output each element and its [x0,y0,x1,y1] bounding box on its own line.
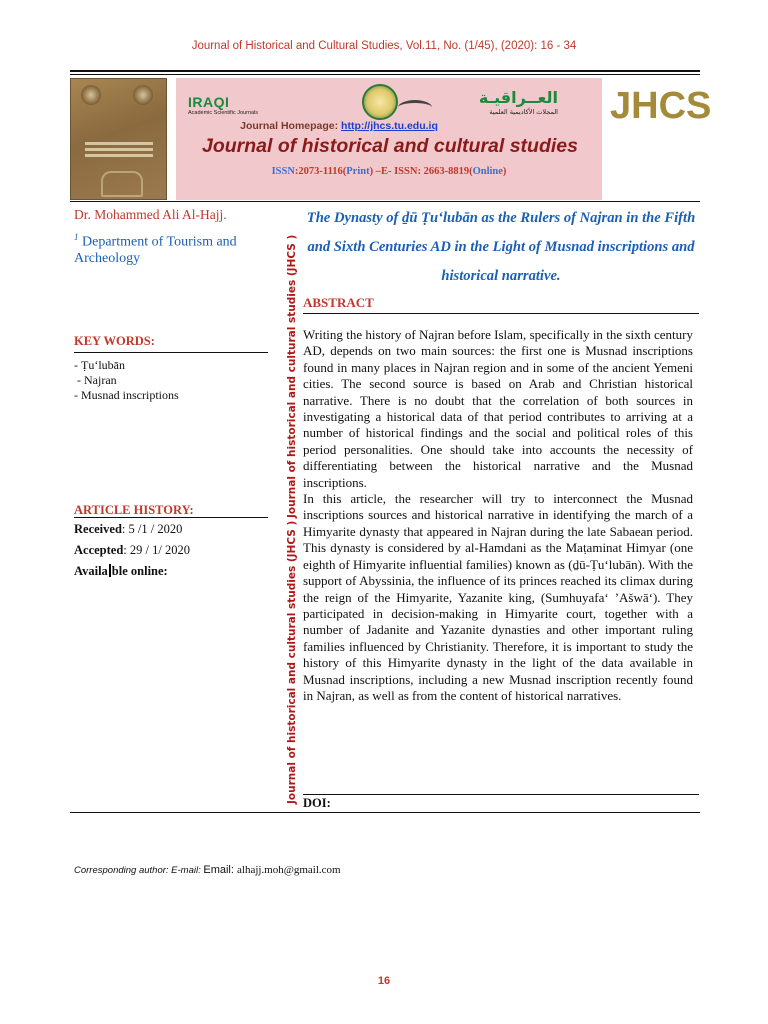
corr-label: Corresponding author: E-mail: [74,865,204,876]
doi-rule [303,794,699,795]
article-history-label: ARTICLE HISTORY: [74,503,194,517]
page-number: 16 [377,975,391,987]
journal-homepage [176,120,502,132]
homepage-label: Journal Homepage: [240,120,342,132]
university-emblem-icon [362,84,398,120]
journal-citation: Journal of Historical and Cultural Studies, Vol.11, No. (1/45), (2020): 16 - 34 [191,40,577,52]
keywords-label: KEY WORDS: [74,334,155,348]
top-rule-thin [70,74,700,75]
keywords-list [74,358,179,403]
seal-icon [81,85,101,105]
available-online [74,561,190,582]
arabic-title: العــراقيـة [478,88,558,107]
history-rule [74,517,268,518]
banner-panel [176,78,602,200]
author-name: Dr. Mohammed Ali Al-Hajj. [74,207,227,222]
abstract-paragraph: Writing the history of Najran before Islam, specifically in the sixth century AD, depends on two main sources: the first one is Musnad inscriptions found in many places in Najran region and in some of the ancient Yemeni cities. The second source is based on Arab and Christian historical narrative. There is no doubt that the correlation of both sources in investigating a historical data of that period contributes to arriving at a number of historical findings and the social and political roles of this period personalities. One should take into accounts the necessity of differentiating between the historical narrative and the Musnad inscriptions. [303,327,693,490]
article-history [74,519,190,582]
open-book-icon [398,100,432,115]
text-cursor [109,564,111,577]
issn-line [176,166,602,177]
affiliation-marker: 1 [74,232,79,242]
top-rule [70,70,700,72]
issn-end: ) [502,166,507,177]
accepted-label: Accepted [74,543,124,557]
abstract-paragraph: In this article, the researcher will try to interconnect the Musnad inscriptions sources and historical narrative in identifying the march of a Himyarite dynasty that appeared in Najran during the late Sabaean period. This dynasty is considered by al-Hamdani as the Maṭaminat Himyar (one eighth of Himyarite influential families) known as (ḏū-Ṭu‘lubān). With the support of Abyssinia, the influence of its princes reached its climax during the reign of the Himyarite, Yazanite king, (Sumhuyafa‘ ’Ašwā‘). They participated in decision-making in Himyarite court, together with a number of Jadanite and Yazanite dynasties and other important ruling families influenced by Christianity. Therefore, it is important to study the history of this Himyarite dynasty in the light of the data available in Musnad inscriptions, including a new Musnad inscription recently found in Najran, as well as from the content of historical narratives. [303,491,693,703]
eissn-label: ) –E- ISSN [369,166,418,177]
abstract-label: ABSTRACT [303,295,374,310]
article-title: The Dynasty of ḏū Ṭu‘lubān as the Rulers of Najran in the Fifth and Sixth Centuries AD in the Light of Musnad inscriptions and historical narrative. [306,210,696,284]
affiliation-text: Department of Tourism and Archeology [74,234,237,266]
arch-ornament-icon [101,171,143,197]
keywords-rule [74,352,268,353]
keyword-item: - Najran [74,373,117,387]
available-label-b: ble online: [111,564,168,578]
banner-bottom-rule [70,201,700,202]
abstract-rule [303,313,699,314]
keyword-item: - Ṭu‘lubān [74,358,125,372]
received-label: Received [74,522,122,536]
issn-label: ISSN [271,166,295,177]
author-affiliation [74,229,274,267]
email-label: Email: [203,864,237,876]
vertical-journal-strip [274,232,298,804]
accepted-date [74,540,190,561]
journal-title: Journal of historical and cultural studies [202,135,578,157]
section-bottom-rule [70,812,700,813]
iraqi-logo-subtitle: Academic Scientific Journals [188,110,259,116]
keyword-item: - Musnad inscriptions [74,388,179,402]
online-word: Online [472,166,503,177]
homepage-link[interactable]: http://jhcs.tu.edu.iq [341,120,438,132]
arabic-subtitle: المجلات الأكاديمية العلمية [489,108,558,116]
available-label-a: Availa [74,564,108,578]
seal-icon [133,85,153,105]
journal-abbreviation: JHCS [610,85,712,127]
vertical-journal-name: Journal of historical and cultural studies (JHCS ) [286,520,298,804]
issn-online: : 2663-8819( [417,166,473,177]
received-value: : 5 /1 / 2020 [121,522,183,536]
iraqi-logo: IRAQI [188,94,230,110]
issn-print: :2073-1116( [294,166,347,177]
cover-title-lines [85,139,153,160]
accepted-value: : 29 / 1/ 2020 [123,543,190,557]
journal-cover-image [70,78,167,200]
email-address[interactable]: alhajj.moh@gmail.com [237,864,341,876]
doi-label: DOI: [303,796,331,810]
received-date [74,519,190,540]
abstract-text [303,327,693,704]
corresponding-author [74,864,341,876]
print-word: Print [346,166,370,177]
journal-banner [70,78,712,200]
vertical-journal-name: Journal of historical and cultural studies (JHCS ) [286,234,298,518]
